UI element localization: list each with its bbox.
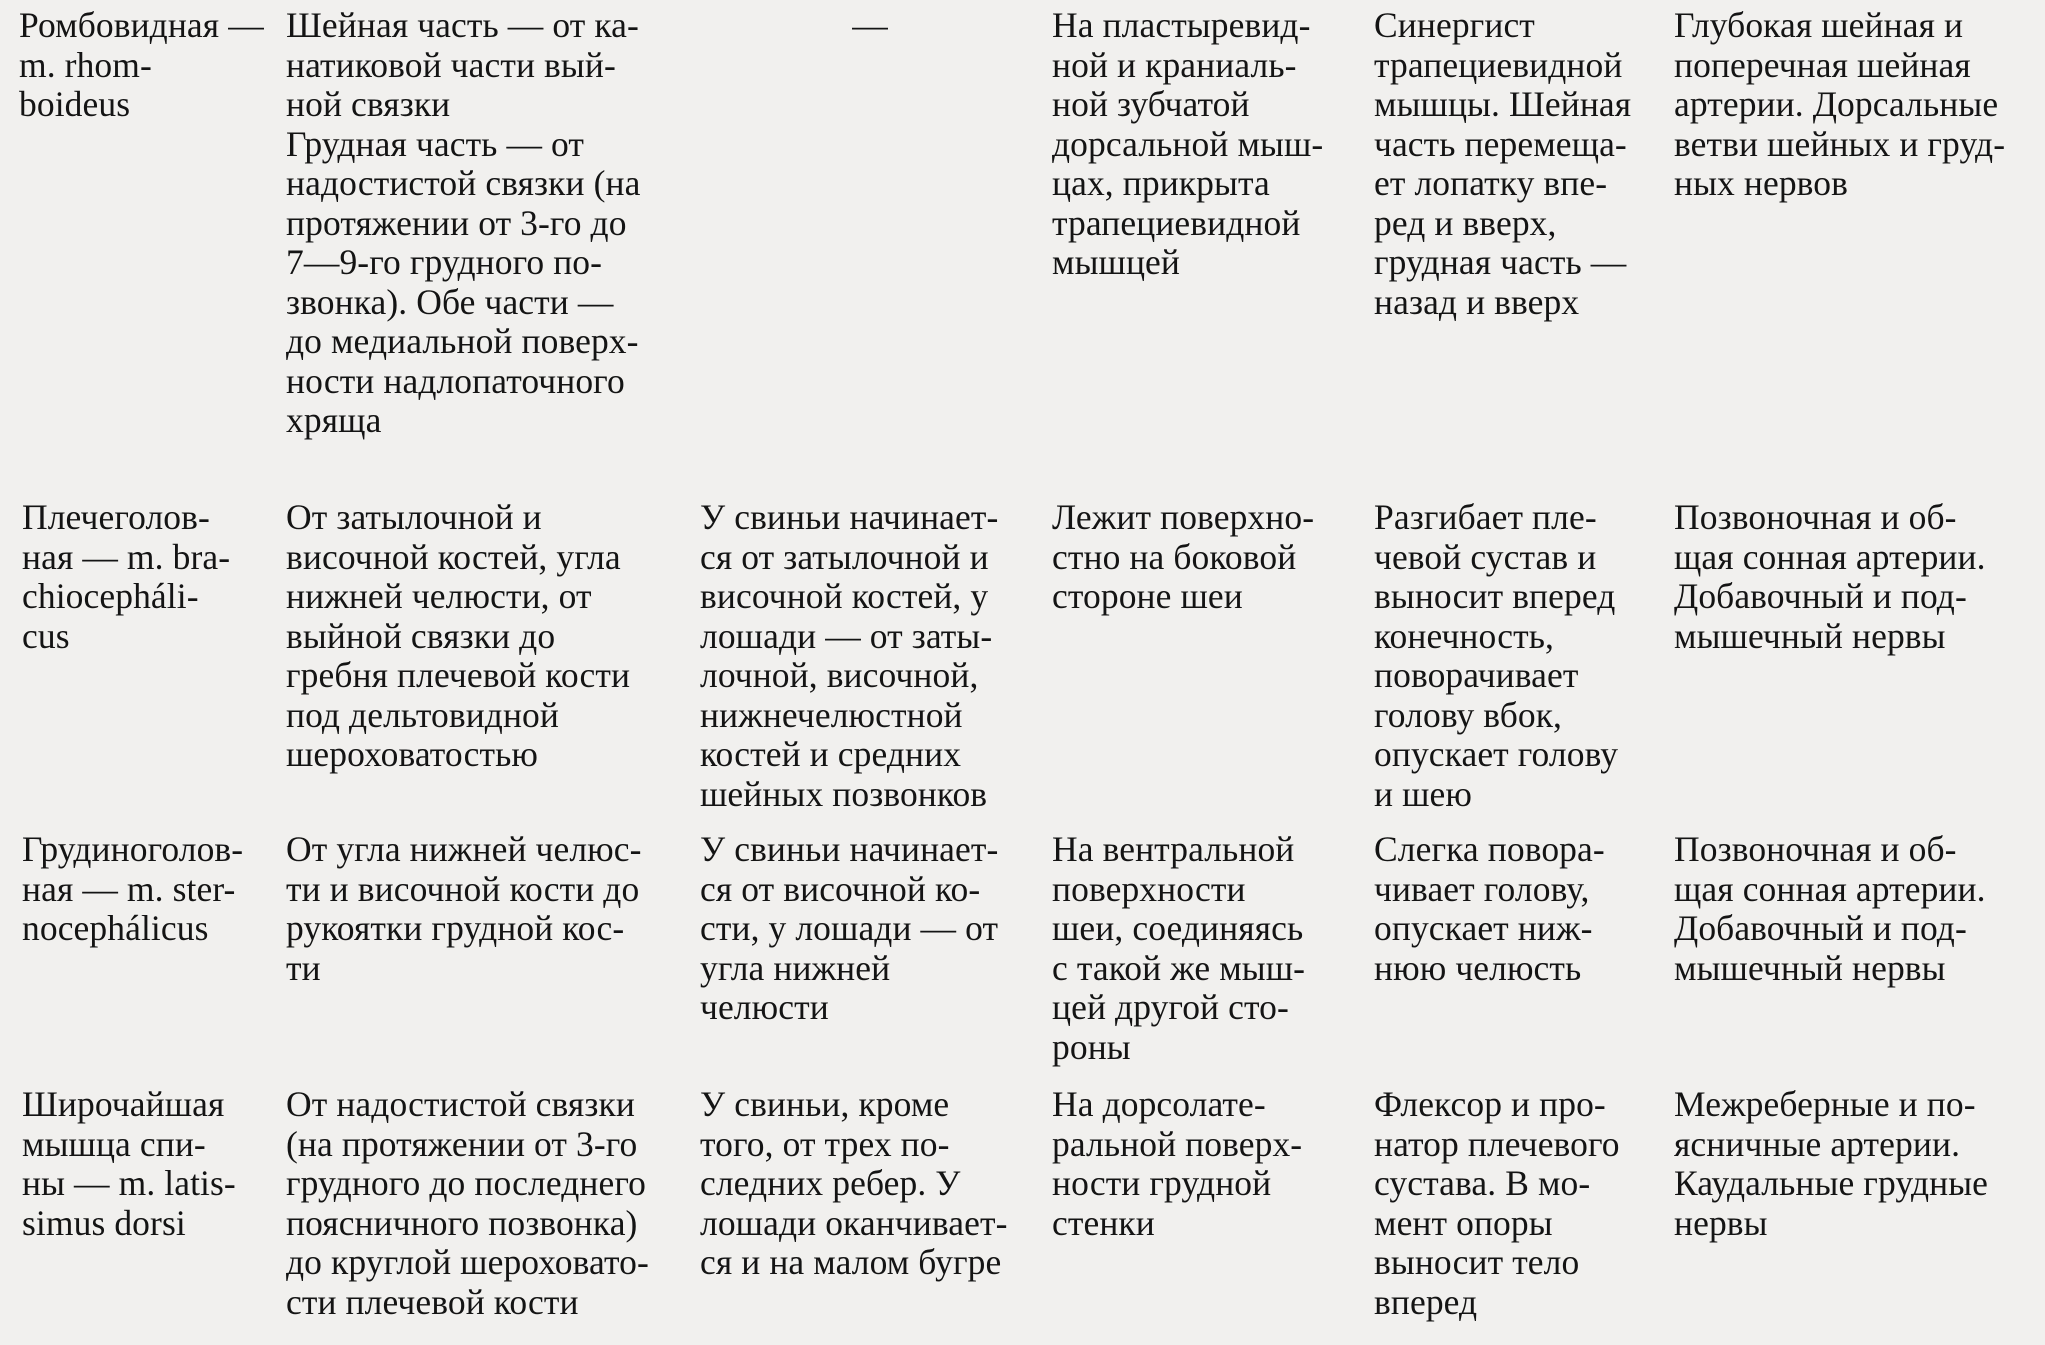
muscle-name-cell: Плечеголов- ная — m. bra- chiocephálі- cus <box>22 497 231 656</box>
species-notes-cell: — <box>852 5 888 45</box>
supply-cell: Межреберные и по- ясничные артерии. Каудальные грудные нервы <box>1674 1084 1989 1243</box>
position-cell: На дорсолате- ральной поверх- ности грудной стенки <box>1052 1084 1303 1243</box>
origin-cell: От надостистой связки (на протяжении от 3-го грудного до последнего поясничного позвонка) до круглой шероховато- сти плечевой кости <box>286 1084 649 1322</box>
function-cell: Синергист трапециевидной мышцы. Шейная часть перемеща- ет лопатку впе- ред и вверх, грудная часть — назад и вверх <box>1374 5 1632 322</box>
origin-cell: От угла нижней челюс- ти и височной кости до рукоятки грудной кос- ти <box>286 829 642 988</box>
function-cell: Разгибает пле- чевой сустав и выносит вперед конечность, поворачивает голову вбок, опускает голову и шею <box>1374 497 1619 814</box>
supply-cell: Глубокая шейная и поперечная шейная артерии. Дорсальные ветви шейных и груд- ных нервов <box>1674 5 2006 203</box>
muscle-name-cell: Грудиноголов- ная — m. ster- nocephálicus <box>22 829 244 948</box>
supply-cell: Позвоночная и об- щая сонная артерии. Добавочный и под- мышечный нервы <box>1674 829 1986 988</box>
species-notes-cell: У свиньи начинает- ся от височной ко- сти, у лошади — от угла нижней челюсти <box>700 829 999 1027</box>
function-cell: Слегка повора- чивает голову, опускает ниж- нюю челюсть <box>1374 829 1605 988</box>
muscle-name-cell: Ромбовидная — m. rhom- boideus <box>19 5 264 124</box>
function-cell: Флексор и про- натор плечевого сустава. В мо- мент опоры выносит тело вперед <box>1374 1084 1620 1322</box>
origin-cell: От затылочной и височной костей, угла нижней челюсти, от выйной связки до гребня плечевой кости под дельтовидной шероховатостью <box>286 497 631 774</box>
position-cell: На пластыревид- ной и краниаль- ной зубчатой дорсальной мыш- цах, прикрыта трапециевидной мышцей <box>1052 5 1324 282</box>
muscle-name-cell: Широчайшая мышца спи- ны — m. latis- simus dorsi <box>22 1084 236 1243</box>
origin-cell: Шейная часть — от ка- натиковой части вый- ной связки Грудная часть — от надостистой связки (на протяжении от 3-го до 7—9-го грудного по- звонка). Обе части — до медиальной поверх- ности надлопаточного хряща <box>286 5 641 440</box>
supply-cell: Позвоночная и об- щая сонная артерии. Добавочный и под- мышечный нервы <box>1674 497 1986 656</box>
species-notes-cell: У свиньи, кроме того, от трех по- следних ребер. У лошади оканчивает- ся и на малом бугре <box>700 1084 1008 1282</box>
species-notes-cell: У свиньи начинает- ся от затылочной и височной костей, у лошади — от заты- лочной, височной, нижнечелюстной костей и средних шейных позвонков <box>700 497 999 814</box>
position-cell: На вентральной поверхности шеи, соединяясь с такой же мыш- цей другой сто- роны <box>1052 829 1306 1067</box>
position-cell: Лежит поверхно- стно на боковой стороне шеи <box>1052 497 1315 616</box>
